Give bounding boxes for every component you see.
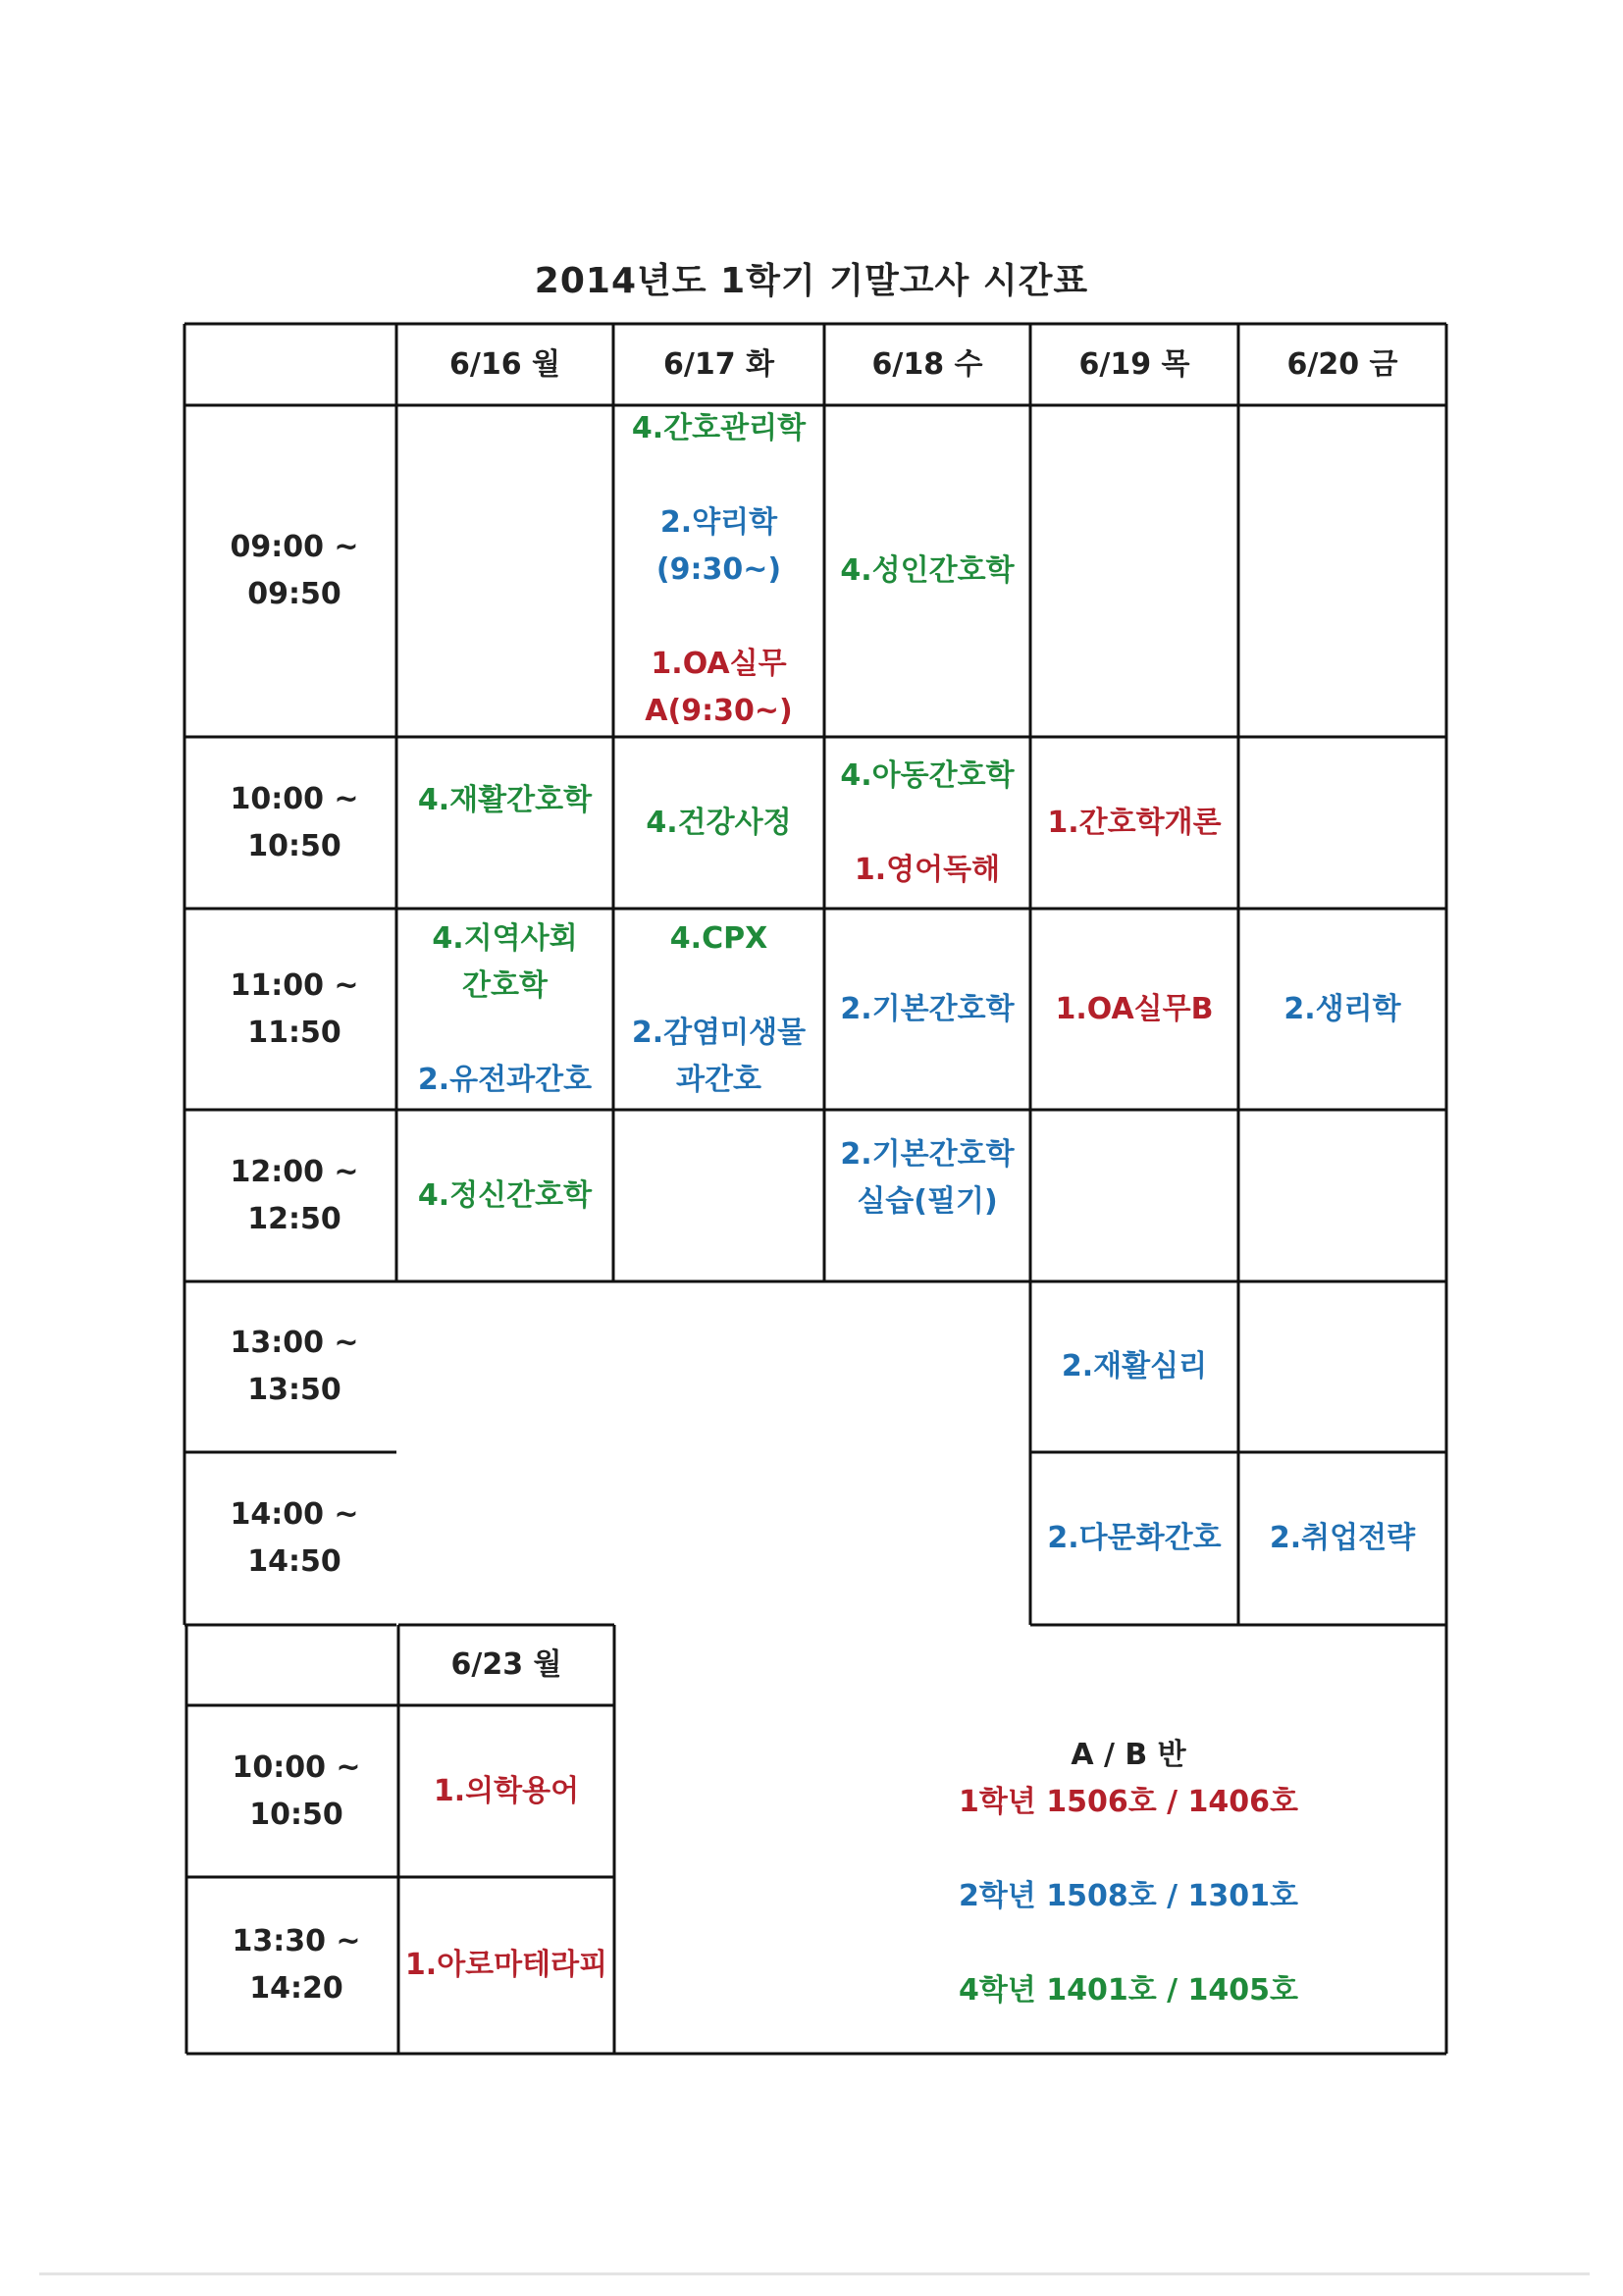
exam-subject: 4.간호관리학 <box>631 411 807 445</box>
exam-cell-mon2-1330: 1.아로마테라피 <box>404 1948 608 1982</box>
exam-subject: 4.아동간호학 <box>840 757 1015 793</box>
exam-cell-wed-1000 <box>824 737 1030 909</box>
exam-subject: 4.지역사회 <box>432 920 578 956</box>
exam-cell-mon-1000: 4.재활간호학 <box>417 783 593 817</box>
exam-subject: 2.기본간호학 <box>840 1137 1015 1172</box>
exam-cell-wed-1100: 2.기본간호학 <box>840 991 1015 1026</box>
room-info-heading: A / B 반 <box>1071 1738 1186 1772</box>
time-slot-7: 10:00 ~ 10:50 <box>232 1749 361 1832</box>
exam-subject: 2.유전과간호 <box>417 1062 593 1097</box>
exam-subject: 실습(필기) <box>857 1184 998 1219</box>
exam-subject: 1.OA실무 <box>651 647 787 681</box>
exam-cell-mon-1200: 4.정신간호학 <box>417 1177 593 1213</box>
header-day-4: 6/19 목 <box>1078 346 1190 382</box>
header-day-3: 6/18 수 <box>871 346 983 382</box>
exam-note: (9:30~) <box>655 552 782 587</box>
scan-edge-divider <box>39 2272 1590 2275</box>
time-slot-1: 09:00 ~ 09:50 <box>230 530 359 611</box>
time-slot-5: 13:00 ~ 13:50 <box>230 1326 359 1407</box>
exam-subject: 2.약리학 <box>659 505 778 540</box>
exam-subject: 4.CPX <box>669 920 768 956</box>
time-slot-8: 13:30 ~ 14:20 <box>232 1924 361 2006</box>
header-day-5: 6/20 금 <box>1286 346 1398 382</box>
room-line-grade2: 2학년 1508호 / 1301호 <box>958 1879 1299 1913</box>
page-title: 2014년도 1학기 기말고사 시간표 <box>534 261 1089 301</box>
exam-cell-tue-1000: 4.건강사정 <box>646 805 792 840</box>
exam-cell-thu-1400: 2.다문화간호 <box>1047 1521 1222 1555</box>
exam-note: A(9:30~) <box>645 694 793 728</box>
room-line-grade1: 1학년 1506호 / 1406호 <box>958 1785 1299 1819</box>
exam-subject: 2.감염미생물 <box>631 1015 807 1050</box>
exam-cell-thu-1100: 1.OA실무B <box>1055 991 1214 1026</box>
time-slot-4: 12:00 ~ 12:50 <box>230 1154 359 1236</box>
exam-cell-thu-1300: 2.재활심리 <box>1061 1349 1208 1383</box>
exam-cell-wed-1200 <box>824 1110 1030 1247</box>
exam-cell-fri-1100: 2.생리학 <box>1283 991 1401 1026</box>
time-slot-2: 10:00 ~ 10:50 <box>230 781 359 863</box>
exam-cell-tue-0900 <box>613 405 824 737</box>
exam-cell-thu-1000: 1.간호학개론 <box>1047 805 1222 840</box>
room-info <box>942 1732 1315 2014</box>
exam-cell-mon-1100 <box>396 909 613 1110</box>
room-line-grade4: 4학년 1401호 / 1405호 <box>958 1973 1299 2008</box>
header-day-6: 6/23 월 <box>450 1647 562 1682</box>
exam-cell-tue-1100 <box>613 909 824 1110</box>
exam-cell-wed-0900: 4.성인간호학 <box>840 553 1015 588</box>
header-day-1: 6/16 월 <box>448 346 560 382</box>
exam-cell-fri-1400: 2.취업전략 <box>1269 1521 1416 1555</box>
exam-subject: 1.영어독해 <box>854 852 1001 887</box>
time-slot-3: 11:00 ~ 11:50 <box>230 967 359 1050</box>
header-day-2: 6/17 화 <box>662 346 774 382</box>
exam-subject: 과간호 <box>676 1062 761 1097</box>
exam-cell-mon2-1000: 1.의학용어 <box>433 1773 580 1808</box>
time-slot-6: 14:00 ~ 14:50 <box>230 1497 359 1579</box>
exam-subject: 간호학 <box>462 967 548 1003</box>
